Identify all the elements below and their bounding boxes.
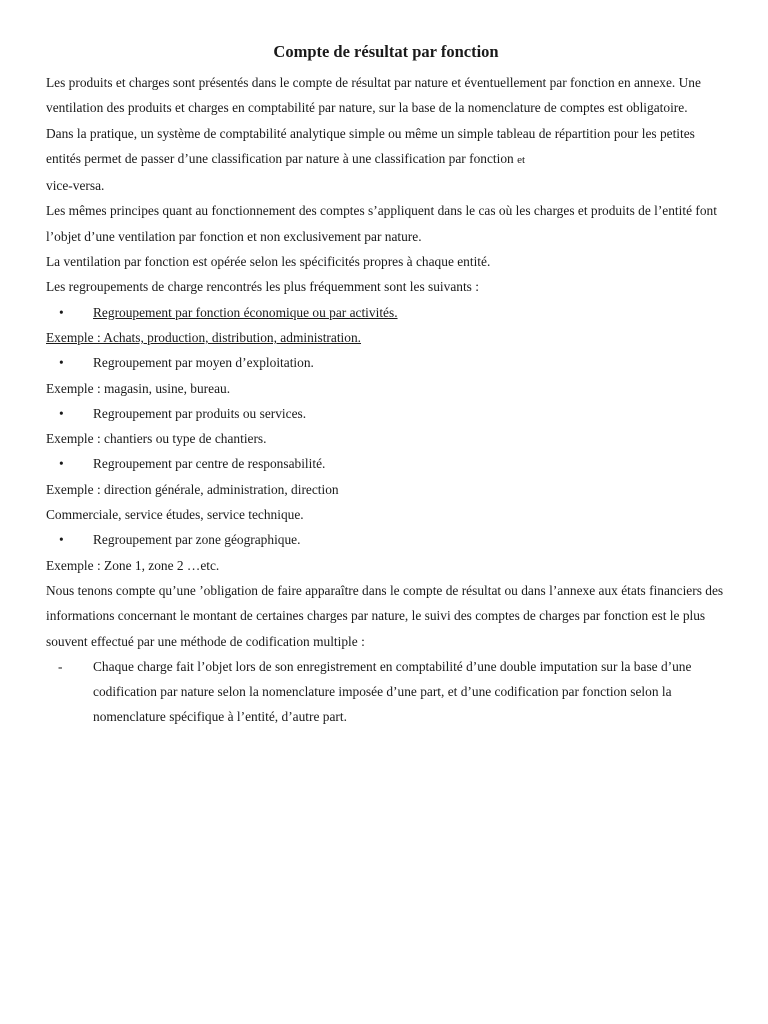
bullet-mark: • (59, 532, 64, 548)
list-item (46, 350, 726, 375)
example-4-continued: Commerciale, service études, service technique. (46, 507, 304, 523)
page-title: Compte de résultat par fonction (273, 42, 499, 61)
bullet-text-2: Regroupement par moyen d’exploitation. (93, 355, 314, 371)
example-5: Exemple : Zone 1, zone 2 …etc. (46, 557, 220, 573)
dash-list-item (46, 654, 726, 730)
paragraph-intro-2-end: vice-versa. (46, 178, 105, 194)
bullet-text-5: Regroupement par zone géographique. (93, 532, 301, 548)
document-page (46, 40, 726, 730)
paragraph-intro-2-text: Dans la pratique, un système de comptabilité analytique simple ou même un simple tableau de répartition pour les petites entités permet de passer d’une classification par nature à une classification par fonction (46, 125, 695, 166)
example-4: Exemple : direction générale, administration, direction (46, 481, 339, 497)
bullet-mark: • (59, 304, 64, 320)
dash-item-text: Chaque charge fait l’objet lors de son enregistrement en comptabilité d’une double imputation sur la base d’une codification par nature selon la nomenclature imposée d’une part, et d’une codification par fonction selon la nomenclature spécifique à l’entité, d’autre part. (93, 658, 692, 725)
list-item (46, 527, 726, 552)
list-item (46, 451, 726, 476)
dash-mark: - (58, 658, 63, 674)
bullet-mark: • (59, 405, 64, 421)
example-2: Exemple : magasin, usine, bureau. (46, 380, 231, 396)
list-item (46, 401, 726, 426)
paragraph-conclusion: Nous tenons compte qu’une ’obligation de faire apparaître dans le compte de résultat ou dans l’annexe aux états financiers des informations concernant le montant de certaines charges par nature, le suivi des comptes de charges par fonction est le plus souvent effectué par une méthode de codification multiple : (46, 582, 724, 649)
list-item (46, 300, 726, 325)
bullet-text-1: Regroupement par fonction économique ou par activités. (93, 304, 398, 320)
paragraph-intro-2-et: et (517, 153, 526, 166)
example-3: Exemple : chantiers ou type de chantiers. (46, 431, 267, 447)
bullet-text-3: Regroupement par produits ou services. (93, 405, 307, 421)
bullet-text-4: Regroupement par centre de responsabilité. (93, 456, 326, 472)
example-1: Exemple : Achats, production, distribution, administration. (46, 329, 362, 345)
paragraph-intro-1: Les produits et charges sont présentés dans le compte de résultat par nature et éventuellement par fonction en annexe. Une ventilation des produits et charges en comptabilité par nature, sur la base de la nomenclature de comptes est obligatoire. (46, 75, 701, 116)
bullet-mark: • (59, 355, 64, 371)
paragraph-intro-4: La ventilation par fonction est opérée selon les spécificités propres à chaque entité. (46, 254, 491, 270)
bullet-mark: • (59, 456, 64, 472)
paragraph-intro-5: Les regroupements de charge rencontrés les plus fréquemment sont les suivants : (46, 279, 479, 295)
paragraph-intro-3: Les mêmes principes quant au fonctionnement des comptes s’appliquent dans le cas où les charges et produits de l’entité font l’objet d’une ventilation par fonction et non exclusivement par nature. (46, 203, 717, 244)
paragraph-intro-2 (46, 121, 726, 199)
